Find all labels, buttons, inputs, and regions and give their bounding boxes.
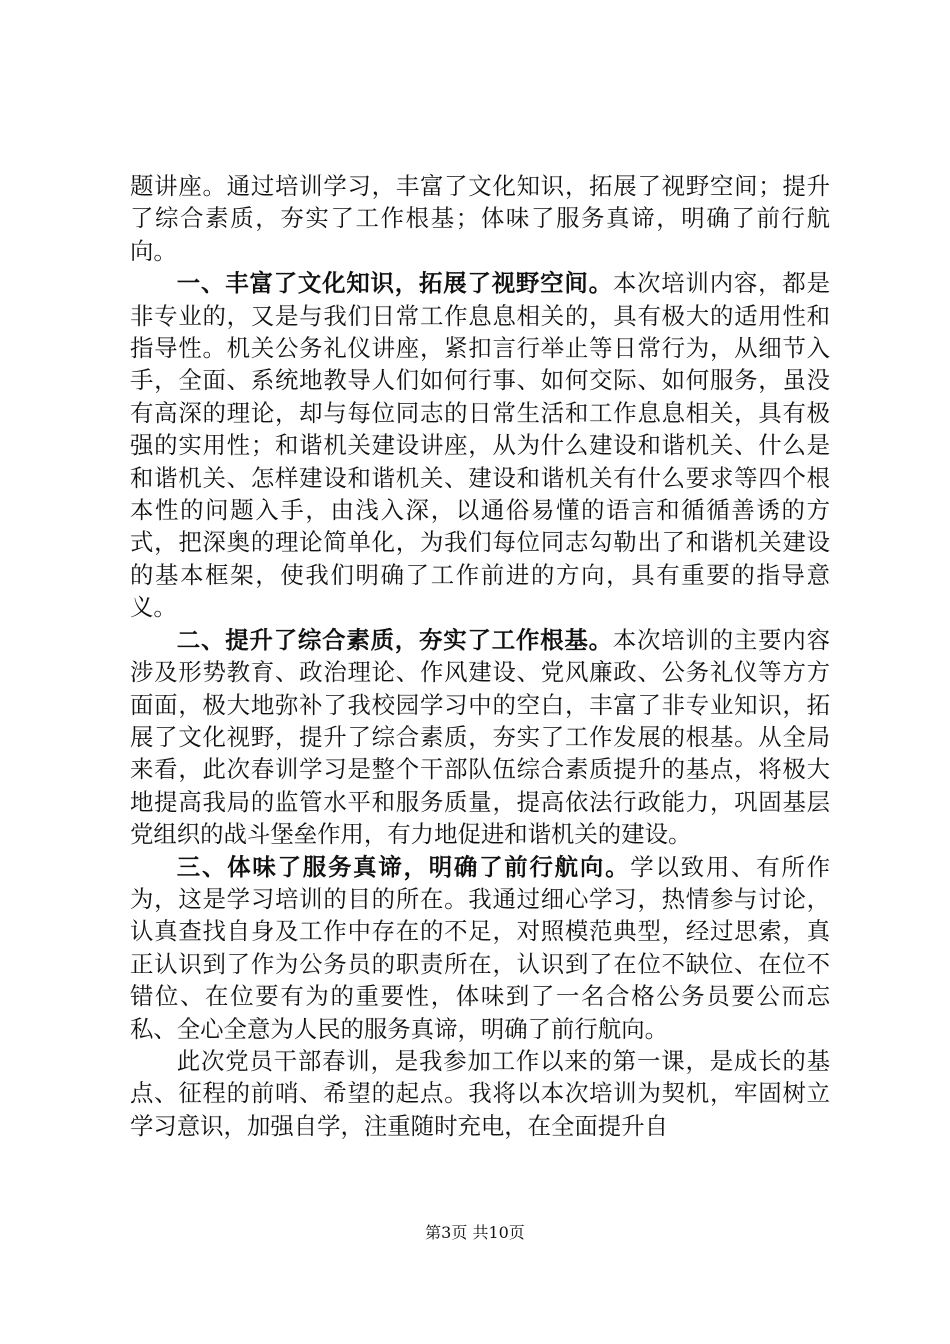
page-footer — [0, 1222, 950, 1244]
section-heading: 一、丰富了文化知识，拓展了视野空间。 — [176, 269, 613, 298]
paragraph-section-3 — [130, 851, 830, 1045]
page-number-label: 第3页 共10页 — [425, 1223, 525, 1242]
section-heading: 三、体味了服务真谛，明确了前行航向。 — [176, 852, 631, 881]
paragraph-section-2 — [130, 624, 830, 851]
paragraph-text: 此次党员干部春训，是我参加工作以来的第一课，是成长的基点、征程的前哨、希望的起点。我将以本次培训为契机，牢固树立学习意识，加强自学，注重随时充电，在全面提升自 — [130, 1046, 830, 1140]
document-body — [130, 170, 830, 1142]
paragraph-text: 本次培训的主要内容涉及形势教育、政治理论、作风建设、党风廉政、公务礼仪等方方面面，极大地弥补了我校园学习中的空白，丰富了非专业知识，拓展了文化视野，提升了综合素质，夯实了工作发展的根基。从全局来看，此次春训学习是整个干部队伍综合素质提升的基点，将极大地提高我局的监管水平和服务质量，提高依法行政能力，巩固基层党组织的战斗堡垒作用，有力地促进和谐机关的建设。 — [130, 625, 831, 849]
paragraph-text: 本次培训内容，都是非专业的，又是与我们日常工作息息相关的，具有极大的适用性和指导性。机关公务礼仪讲座，紧扣言行举止等日常行为，从细节入手，全面、系统地教导人们如何行事、如何交际、如何服务，虽没有高深的理论，却与每位同志的日常生活和工作息息相关，具有极强的实用性；和谐机关建设讲座，从为什么建设和谐机关、什么是和谐机关、怎样建设和谐机关、建设和谐机关有什么要求等四个根本性的问题入手，由浅入深，以通俗易懂的语言和循循善诱的方式，把深奥的理论简单化，为我们每位同志勾勒出了和谐机关建设的基本框架，使我们明确了工作前进的方向，具有重要的指导意义。 — [130, 269, 831, 622]
paragraph-section-1 — [130, 267, 830, 623]
section-heading: 二、提升了综合素质，夯实了工作根基。 — [176, 625, 613, 654]
paragraph-intro-continuation — [130, 170, 830, 267]
paragraph-text: 学以致用、有所作为，这是学习培训的目的所在。我通过细心学习，热情参与讨论，认真查找自身及工作中存在的不足，对照模范典型，经过思索，真正认识到了作为公务员的职责所在，认识到了在位不缺位、在位不错位、在位要有为的重要性，体味到了一名合格公务员要公而忘私、全心全意为人民的服务真谛，明确了前行航向。 — [130, 852, 831, 1043]
paragraph-conclusion — [130, 1045, 830, 1142]
paragraph-text: 题讲座。通过培训学习，丰富了文化知识，拓展了视野空间；提升了综合素质，夯实了工作根基；体味了服务真谛，明确了前行航向。 — [130, 172, 830, 265]
